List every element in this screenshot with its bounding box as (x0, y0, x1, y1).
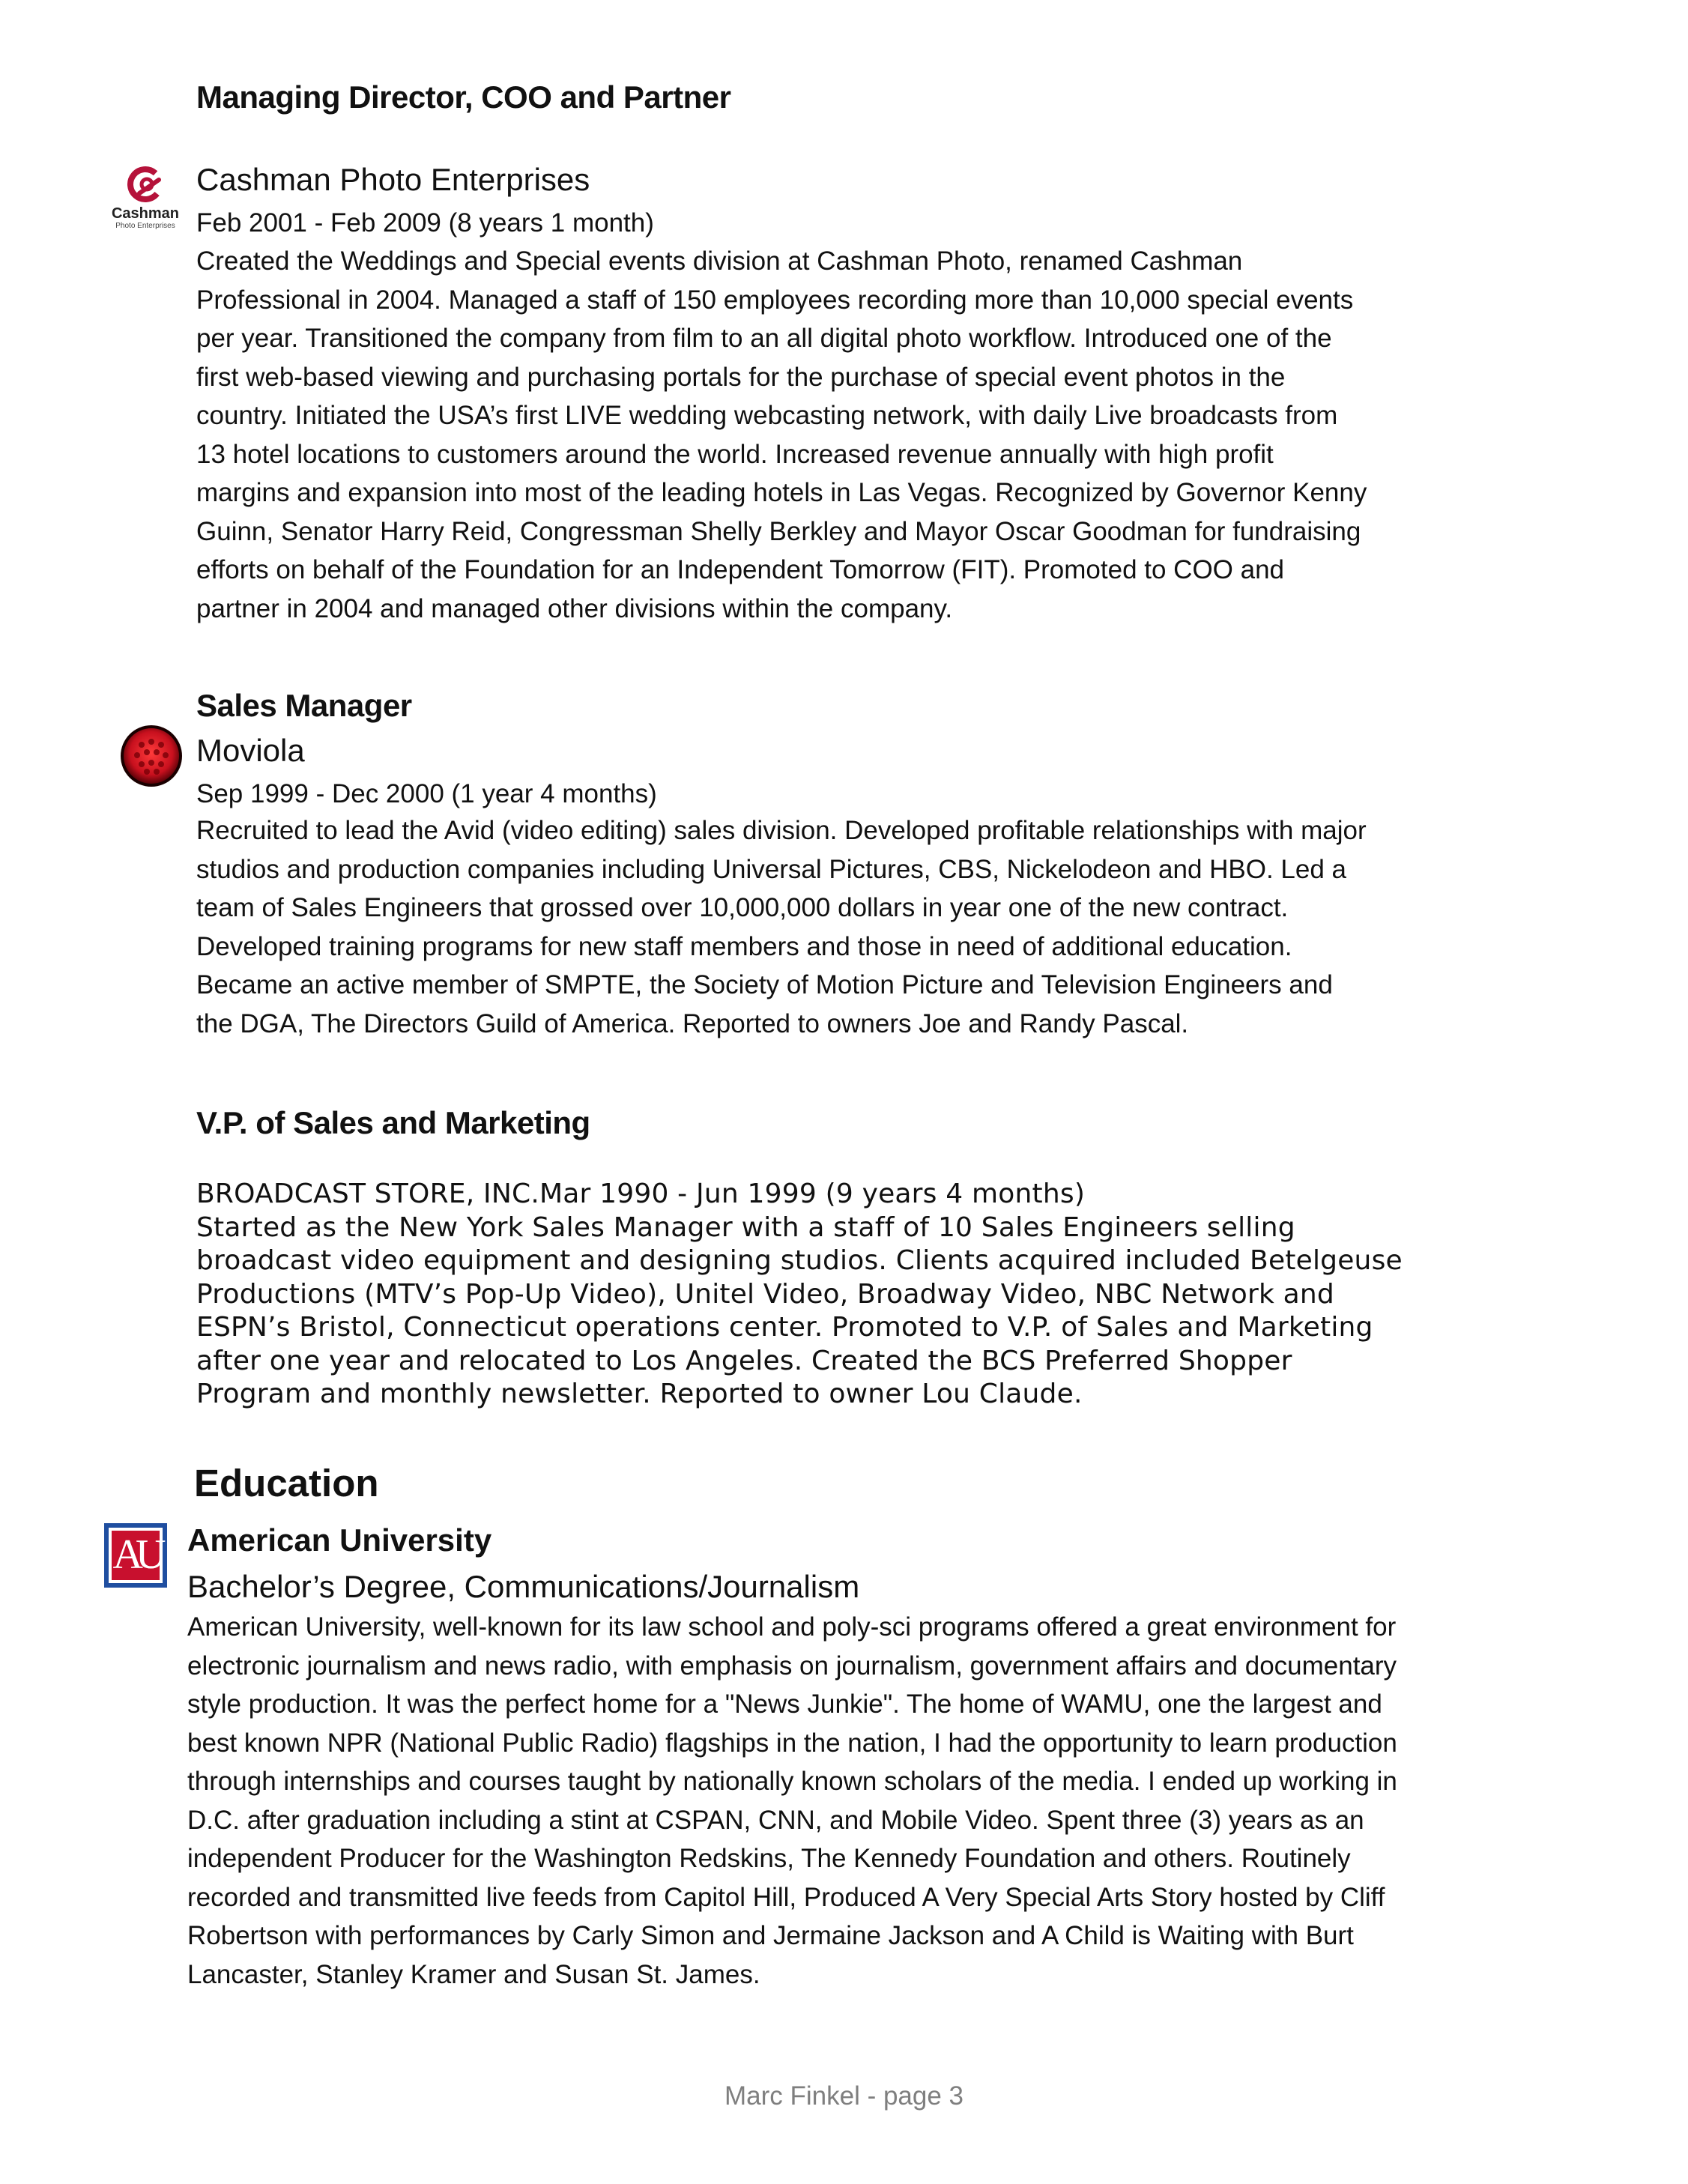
description-line: studios and production companies including Universal Pictures, CBS, Nickelodeon and HBO. Led a (196, 854, 1347, 884)
description-line: style production. It was the perfect home for a "News Junkie". The home of WAMU, one the largest and (187, 1690, 1382, 1719)
job-title: Sales Manager (196, 688, 412, 723)
description-line: first web-based viewing and purchasing portals for the purchase of special event photos in the (196, 362, 1286, 392)
description-line: Productions (MTV’s Pop-Up Video), Unitel Video, Broadway Video, NBC Network and (196, 1278, 1334, 1310)
description-line: recorded and transmitted live feeds from Capitol Hill, Produced A Very Special Arts Story hosted by Cliff (187, 1882, 1385, 1912)
degree: Bachelor’s Degree, Communications/Journalism (187, 1569, 860, 1604)
description-line: margins and expansion into most of the leading hotels in Las Vegas. Recognized by Governor Kenny (196, 478, 1367, 507)
description-line: ESPN’s Bristol, Connecticut operations center. Promoted to V.P. of Sales and Marketing (196, 1312, 1373, 1343)
au-logo-text: AU (112, 1531, 159, 1578)
description-line: country. Initiated the USA’s first LIVE wedding webcasting network, with daily Live broadcasts from (196, 401, 1338, 430)
description-line: independent Producer for the Washington Redskins, The Kennedy Foundation and others. Routinely (187, 1844, 1351, 1873)
description-line: Lancaster, Stanley Kramer and Susan St. James. (187, 1959, 760, 1989)
description-line: Recruited to lead the Avid (video editing) sales division. Developed profitable relationships with major (196, 816, 1367, 845)
job-title: V.P. of Sales and Marketing (196, 1105, 590, 1140)
description-line: Started as the New York Sales Manager with a staff of 10 Sales Engineers selling (196, 1212, 1295, 1243)
company-name: Cashman Photo Enterprises (196, 162, 590, 197)
cashman-logo-text: Cashman (111, 205, 180, 222)
education-description (187, 1608, 1648, 1994)
description-line: electronic journalism and news radio, with emphasis on journalism, government affairs and documentary (187, 1651, 1397, 1681)
job-title: Managing Director, COO and Partner (196, 79, 731, 115)
section-heading-education: Education (194, 1462, 379, 1504)
description-line: partner in 2004 and managed other divisions within the company. (196, 593, 953, 623)
description-line: best known NPR (National Public Radio) flagships in the nation, I had the opportunity to learn production (187, 1728, 1397, 1758)
company-dates-line: BROADCAST STORE, INC.Mar 1990 - Jun 1999 (9 years 4 months) (196, 1179, 1086, 1209)
page-footer: Marc Finkel - page 3 (724, 2081, 964, 2111)
description-line: American University, well-known for its law school and poly-sci programs offered a great environment for (187, 1612, 1397, 1642)
job-description (196, 242, 1620, 628)
description-line: the DGA, The Directors Guild of America. Reported to owners Joe and Randy Pascal. (196, 1008, 1189, 1038)
moviola-reel-icon (119, 724, 184, 788)
description-line: Developed training programs for new staff members and those in need of additional education. (196, 931, 1292, 961)
job-dates: Sep 1999 - Dec 2000 (1 year 4 months) (196, 779, 657, 808)
description-line: Program and monthly newsletter. Reported to owner Lou Claude. (196, 1379, 1083, 1409)
american-university-logo (104, 1523, 167, 1588)
cashman-logo (100, 163, 190, 231)
description-line: Guinn, Senator Harry Reid, Congressman Shelly Berkley and Mayor Oscar Goodman for fundraising (196, 516, 1361, 546)
description-line: Created the Weddings and Special events division at Cashman Photo, renamed Cashman (196, 246, 1243, 276)
job-description (196, 1178, 1620, 1412)
moviola-logo (119, 724, 184, 788)
description-line: after one year and relocated to Los Angeles. Created the BCS Preferred Shopper (196, 1345, 1292, 1376)
company-name: Moviola (196, 733, 305, 768)
description-line: 13 hotel locations to customers around the world. Increased revenue annually with high profit (196, 439, 1274, 469)
cashman-logo-subtext: Photo Enterprises (115, 222, 175, 230)
description-line: broadcast video equipment and designing studios. Clients acquired included Betelgeuse (196, 1245, 1403, 1276)
job-description (196, 811, 1620, 1043)
job-dates: Feb 2001 - Feb 2009 (8 years 1 month) (196, 208, 654, 238)
description-line: Became an active member of SMPTE, the Society of Motion Picture and Television Engineers and (196, 970, 1333, 999)
description-line: per year. Transitioned the company from film to an all digital photo workflow. Introduced one of the (196, 324, 1332, 353)
description-line: D.C. after graduation including a stint at CSPAN, CNN, and Mobile Video. Spent three (3) years as an (187, 1805, 1364, 1835)
description-line: efforts on behalf of the Foundation for an Independent Tomorrow (FIT). Promoted to COO and (196, 555, 1285, 584)
description-line: through internships and courses taught by nationally known scholars of the media. I ended up working in (187, 1767, 1397, 1796)
description-line: Professional in 2004. Managed a staff of 150 employees recording more than 10,000 special events (196, 285, 1354, 315)
description-line: team of Sales Engineers that grossed over 10,000,000 dollars in year one of the new contract. (196, 893, 1289, 922)
description-line: Robertson with performances by Carly Simon and Jermaine Jackson and A Child is Waiting with Burt (187, 1921, 1354, 1950)
school-name: American University (187, 1522, 492, 1558)
cashman-swirl-icon (100, 163, 190, 205)
